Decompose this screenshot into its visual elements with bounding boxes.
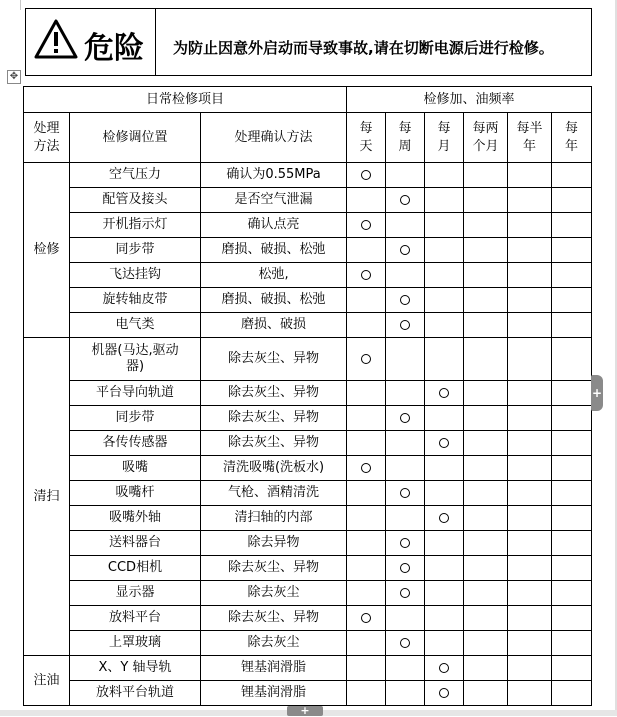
- position-cell: X、Y 轴导轨: [70, 656, 201, 681]
- frequency-header: [347, 113, 386, 163]
- confirm-cell: 除去灰尘、异物: [201, 556, 347, 581]
- confirm-cell: 除去灰尘: [201, 581, 347, 606]
- table-row: [24, 506, 592, 531]
- confirm-cell: 磨损、破损、松弛: [201, 288, 347, 313]
- items-title-cell: 日常检修项目: [24, 87, 347, 113]
- circle-mark-icon: [400, 588, 410, 598]
- confirm-cell: 锂基润滑脂: [201, 656, 347, 681]
- confirm-header: [201, 113, 347, 163]
- frequency-cell: [347, 263, 386, 288]
- frequency-cell: [386, 338, 425, 381]
- table-row: [24, 163, 592, 188]
- table-row: [24, 431, 592, 456]
- frequency-cell: [425, 681, 464, 706]
- frequency-cell: [347, 406, 386, 431]
- circle-mark-icon: [439, 438, 449, 448]
- position-cell: 空气压力: [70, 163, 201, 188]
- table-row: [24, 338, 592, 381]
- frequency-cell: [464, 188, 508, 213]
- frequency-cell: [464, 406, 508, 431]
- frequency-cell: [552, 288, 592, 313]
- frequency-cell: [508, 481, 552, 506]
- frequency-cell: [508, 213, 552, 238]
- frequency-cell: [347, 656, 386, 681]
- confirm-cell: 确认为0.55MPa: [201, 163, 347, 188]
- frequency-cell: [425, 581, 464, 606]
- frequency-cell: [347, 163, 386, 188]
- frequency-cell: [425, 163, 464, 188]
- table-row: [24, 213, 592, 238]
- position-cell: 吸嘴杆: [70, 481, 201, 506]
- position-cell: 放料平台: [70, 606, 201, 631]
- circle-mark-icon: [361, 613, 371, 623]
- frequency-cell: [386, 188, 425, 213]
- frequency-cell: [552, 606, 592, 631]
- position-cell: 放料平台轨道: [70, 681, 201, 706]
- circle-mark-icon: [400, 488, 410, 498]
- circle-mark-icon: [400, 538, 410, 548]
- frequency-cell: [347, 456, 386, 481]
- frequency-cell: [347, 681, 386, 706]
- table-row: [24, 556, 592, 581]
- confirm-cell: 磨损、破损、松弛: [201, 238, 347, 263]
- confirm-cell: 是否空气泄漏: [201, 188, 347, 213]
- frequency-cell: [425, 431, 464, 456]
- position-cell: 上罩玻璃: [70, 631, 201, 656]
- position-cell: 同步带: [70, 406, 201, 431]
- frequency-cell: [386, 381, 425, 406]
- frequency-cell: [552, 406, 592, 431]
- frequency-cell: [552, 381, 592, 406]
- position-cell: 显示器: [70, 581, 201, 606]
- frequency-cell: [464, 581, 508, 606]
- frequency-cell: [552, 506, 592, 531]
- circle-mark-icon: [361, 270, 371, 280]
- circle-mark-icon: [400, 563, 410, 573]
- frequency-cell: [508, 288, 552, 313]
- method-header-label: 处理方法: [33, 120, 60, 154]
- frequency-cell: [508, 238, 552, 263]
- circle-mark-icon: [361, 463, 371, 473]
- frequency-cell: [552, 631, 592, 656]
- frequency-cell: [347, 381, 386, 406]
- frequency-cell: [425, 213, 464, 238]
- confirm-cell: 松弛,: [201, 263, 347, 288]
- frequency-cell: [464, 556, 508, 581]
- frequency-cell: [425, 631, 464, 656]
- frequency-cell: [464, 456, 508, 481]
- add-row-button[interactable]: +: [287, 706, 323, 716]
- frequency-cell: [425, 263, 464, 288]
- frequency-header-label: 每月: [437, 120, 451, 154]
- circle-mark-icon: [439, 663, 449, 673]
- position-cell: 配管及接头: [70, 188, 201, 213]
- frequency-cell: [552, 656, 592, 681]
- table-row: [24, 288, 592, 313]
- frequency-cell: [552, 338, 592, 381]
- frequency-cell: [508, 581, 552, 606]
- confirm-header-label: 处理确认方法: [234, 129, 313, 145]
- frequency-cell: [386, 531, 425, 556]
- frequency-cell: [425, 188, 464, 213]
- frequency-cell: [464, 656, 508, 681]
- frequency-cell: [464, 238, 508, 263]
- frequency-cell: [425, 238, 464, 263]
- table-row: [24, 681, 592, 706]
- frequency-cell: [347, 506, 386, 531]
- confirm-cell: 确认点亮: [201, 213, 347, 238]
- circle-mark-icon: [361, 354, 371, 364]
- frequency-cell: [386, 556, 425, 581]
- frequency-cell: [425, 381, 464, 406]
- frequency-cell: [508, 338, 552, 381]
- danger-warning-box: [25, 8, 592, 76]
- frequency-cell: [552, 581, 592, 606]
- frequency-header: [508, 113, 552, 163]
- frequency-cell: [552, 238, 592, 263]
- frequency-cell: [386, 263, 425, 288]
- table-row: [24, 656, 592, 681]
- confirm-cell: 除去灰尘、异物: [201, 431, 347, 456]
- frequency-cell: [386, 631, 425, 656]
- frequency-cell: [508, 656, 552, 681]
- danger-message: 为防止因意外启动而导致事故,请在切断电源后进行检修。: [173, 39, 554, 57]
- frequency-header: [464, 113, 508, 163]
- frequency-cell: [552, 313, 592, 338]
- move-cross-icon[interactable]: ✥: [7, 70, 21, 84]
- table-row: [24, 631, 592, 656]
- frequency-cell: [464, 506, 508, 531]
- circle-mark-icon: [400, 195, 410, 205]
- frequency-cell: [464, 606, 508, 631]
- frequency-cell: [552, 213, 592, 238]
- frequency-header: [552, 113, 592, 163]
- frequency-cell: [552, 681, 592, 706]
- frequency-cell: [464, 163, 508, 188]
- circle-mark-icon: [400, 295, 410, 305]
- confirm-cell: 清洗吸嘴(洗板水): [201, 456, 347, 481]
- position-cell: 电气类: [70, 313, 201, 338]
- frequency-cell: [386, 456, 425, 481]
- frequency-cell: [464, 263, 508, 288]
- frequency-cell: [347, 288, 386, 313]
- table-row: [24, 381, 592, 406]
- table-row: [24, 238, 592, 263]
- maintenance-table: [23, 86, 592, 706]
- frequency-cell: [508, 163, 552, 188]
- table-row: [24, 456, 592, 481]
- position-cell: 各传传感器: [70, 431, 201, 456]
- frequency-cell: [464, 631, 508, 656]
- frequency-cell: [552, 163, 592, 188]
- frequency-cell: [508, 263, 552, 288]
- frequency-cell: [464, 381, 508, 406]
- table-row: [24, 581, 592, 606]
- frequency-cell: [386, 163, 425, 188]
- position-cell: 送料器台: [70, 531, 201, 556]
- method-cell: 检修: [24, 163, 70, 338]
- position-cell: 开机指示灯: [70, 213, 201, 238]
- position-cell: 旋转轴皮带: [70, 288, 201, 313]
- table-row: [24, 531, 592, 556]
- frequency-cell: [425, 456, 464, 481]
- frequency-cell: [386, 213, 425, 238]
- frequency-cell: [508, 681, 552, 706]
- circle-mark-icon: [439, 388, 449, 398]
- frequency-cell: [552, 431, 592, 456]
- frequency-cell: [508, 556, 552, 581]
- frequency-cell: [386, 581, 425, 606]
- frequency-cell: [386, 606, 425, 631]
- confirm-cell: 除去灰尘、异物: [201, 606, 347, 631]
- frequency-cell: [386, 656, 425, 681]
- page-corner-mark: [20, 0, 21, 10]
- frequency-cell: [425, 606, 464, 631]
- position-cell: 吸嘴外轴: [70, 506, 201, 531]
- frequency-cell: [386, 481, 425, 506]
- frequency-cell: [508, 506, 552, 531]
- frequency-header-label: 每半年: [516, 120, 543, 154]
- add-column-button[interactable]: +: [591, 375, 603, 411]
- frequency-cell: [464, 431, 508, 456]
- confirm-cell: 磨损、破损: [201, 313, 347, 338]
- frequency-header-label: 每年: [565, 120, 579, 154]
- frequency-cell: [464, 288, 508, 313]
- frequency-cell: [552, 556, 592, 581]
- table-row: [24, 481, 592, 506]
- frequency-cell: [425, 656, 464, 681]
- danger-label-cell: [26, 9, 156, 75]
- method-cell: 注油: [24, 656, 70, 706]
- frequency-header-label: 每两个月: [472, 120, 499, 154]
- circle-mark-icon: [361, 220, 371, 230]
- danger-title: 危险: [84, 31, 144, 66]
- frequency-cell: [552, 263, 592, 288]
- circle-mark-icon: [361, 170, 371, 180]
- position-cell: 同步带: [70, 238, 201, 263]
- confirm-cell: 除去异物: [201, 531, 347, 556]
- frequency-cell: [347, 338, 386, 381]
- frequency-cell: [347, 313, 386, 338]
- frequency-cell: [425, 481, 464, 506]
- table-row: [24, 263, 592, 288]
- frequency-cell: [425, 506, 464, 531]
- circle-mark-icon: [439, 513, 449, 523]
- circle-mark-icon: [400, 413, 410, 423]
- warning-triangle-icon: [34, 19, 78, 59]
- frequency-cell: [425, 406, 464, 431]
- confirm-cell: 除去灰尘: [201, 631, 347, 656]
- frequency-cell: [386, 431, 425, 456]
- circle-mark-icon: [400, 638, 410, 648]
- position-cell: 飞达挂钩: [70, 263, 201, 288]
- frequency-cell: [386, 506, 425, 531]
- frequency-cell: [425, 288, 464, 313]
- frequency-cell: [508, 381, 552, 406]
- confirm-cell: 除去灰尘、异物: [201, 381, 347, 406]
- frequency-cell: [386, 313, 425, 338]
- method-header: [24, 113, 70, 163]
- frequency-cell: [347, 238, 386, 263]
- confirm-cell: 锂基润滑脂: [201, 681, 347, 706]
- frequency-cell: [464, 681, 508, 706]
- frequency-cell: [347, 431, 386, 456]
- frequency-cell: [552, 481, 592, 506]
- position-header-label: 检修调位置: [102, 129, 168, 145]
- frequency-cell: [508, 406, 552, 431]
- confirm-cell: 除去灰尘、异物: [201, 338, 347, 381]
- frequency-cell: [425, 531, 464, 556]
- frequency-cell: [508, 188, 552, 213]
- frequency-header: [425, 113, 464, 163]
- frequency-cell: [386, 238, 425, 263]
- frequency-header: [386, 113, 425, 163]
- frequency-cell: [386, 406, 425, 431]
- position-header: [70, 113, 201, 163]
- frequency-cell: [347, 581, 386, 606]
- frequency-cell: [347, 213, 386, 238]
- frequency-cell: [347, 631, 386, 656]
- frequency-cell: [464, 481, 508, 506]
- circle-mark-icon: [400, 320, 410, 330]
- confirm-cell: 清扫轴的内部: [201, 506, 347, 531]
- frequency-cell: [464, 338, 508, 381]
- frequency-header-label: 每天: [359, 120, 373, 154]
- position-cell: 吸嘴: [70, 456, 201, 481]
- frequency-cell: [425, 313, 464, 338]
- confirm-cell: 除去灰尘、异物: [201, 406, 347, 431]
- frequency-cell: [552, 531, 592, 556]
- frequency-cell: [552, 188, 592, 213]
- frequency-header-label: 每周: [398, 120, 412, 154]
- circle-mark-icon: [400, 245, 410, 255]
- frequency-cell: [552, 456, 592, 481]
- frequency-cell: [508, 313, 552, 338]
- frequency-cell: [508, 431, 552, 456]
- frequency-cell: [464, 213, 508, 238]
- frequency-cell: [347, 606, 386, 631]
- frequency-cell: [386, 288, 425, 313]
- circle-mark-icon: [439, 688, 449, 698]
- frequency-cell: [347, 188, 386, 213]
- table-row: [24, 406, 592, 431]
- frequency-cell: [464, 531, 508, 556]
- frequency-cell: [347, 531, 386, 556]
- table-row: [24, 188, 592, 213]
- position-cell: 机器(马达,驱动器): [70, 338, 201, 381]
- method-cell: 清扫: [24, 338, 70, 656]
- frequency-cell: [508, 456, 552, 481]
- frequency-cell: [508, 531, 552, 556]
- frequency-cell: [347, 481, 386, 506]
- table-row: [24, 606, 592, 631]
- frequency-cell: [386, 681, 425, 706]
- frequency-cell: [508, 606, 552, 631]
- frequency-cell: [425, 338, 464, 381]
- frequency-cell: [464, 313, 508, 338]
- confirm-cell: 气枪、酒精清洗: [201, 481, 347, 506]
- position-cell: CCD相机: [70, 556, 201, 581]
- frequency-cell: [425, 556, 464, 581]
- table-row: [24, 313, 592, 338]
- frequency-cell: [347, 556, 386, 581]
- frequency-title-cell: 检修加、油频率: [347, 87, 592, 113]
- frequency-cell: [508, 631, 552, 656]
- position-cell: 平台导向轨道: [70, 381, 201, 406]
